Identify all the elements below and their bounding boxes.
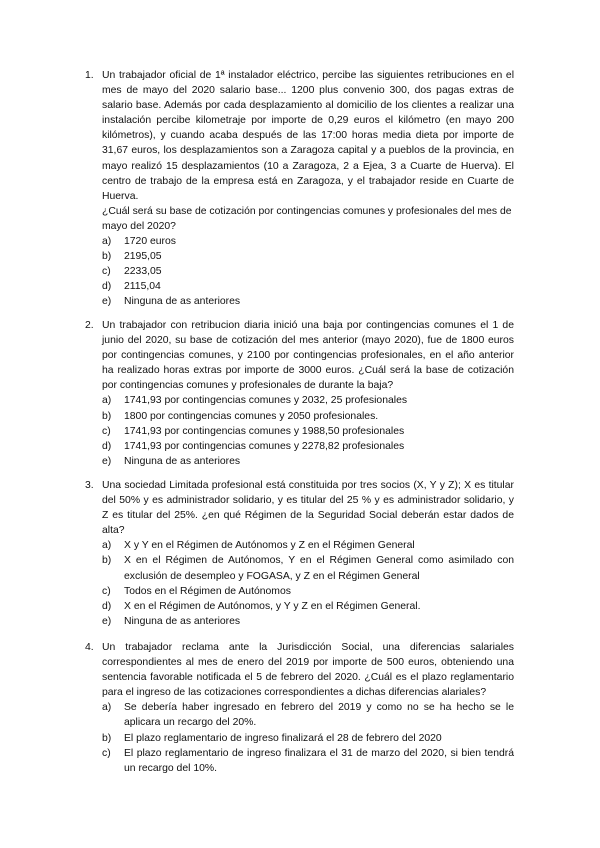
question-number: 3. — [85, 480, 94, 491]
option-letter: b) — [102, 410, 112, 422]
option-e — [102, 614, 514, 629]
question-number: 1. — [85, 70, 94, 81]
option-text: Ninguna de as anteriores — [124, 296, 241, 308]
option-letter: b) — [102, 251, 112, 263]
option-text: Todos en el Régimen de Autónomos — [124, 585, 291, 597]
option-text: 2115,04 — [124, 281, 161, 293]
option-c — [102, 424, 514, 439]
option-text: X en el Régimen de Autónomos, Y en el Régimen General como asimilado con exclusión de desempleo y FOGASA, y Z en el Régimen General — [124, 555, 514, 582]
option-a — [102, 538, 514, 553]
option-d — [102, 439, 514, 454]
option-a — [102, 234, 514, 249]
question-number: 4. — [85, 642, 94, 653]
option-a — [102, 700, 514, 730]
option-c — [102, 584, 514, 599]
option-letter: c) — [102, 585, 111, 597]
option-text: Se debería haber ingresado en febrero del 2019 y como no se ha hecho se le aplicara un recargo del 20%. — [124, 702, 514, 729]
option-a — [102, 393, 514, 408]
option-text: Ninguna de as anteriores — [124, 455, 241, 467]
option-text: 2233,05 — [124, 266, 162, 278]
question-statement: Un trabajador con retribucion diaria inició una baja por contingencias comunes el 1 de junio del 2020, su base de cotización del mes anterior (mayo 2020), fue de 1800 euros por contingencias comunes, y 2100 por contingencias profesionales, en el año anterior ha realizado horas extras por importe de 3000 euros. ¿Cuál será la base de cotización por contingencias comunes y profesionales de durante la baja? — [102, 320, 514, 392]
answer-options — [102, 538, 514, 629]
question-4 — [85, 640, 514, 776]
option-d — [102, 279, 514, 294]
question-statement: Un trabajador oficial de 1ª instalador eléctrico, percibe las siguientes retribuciones en el mes de mayo del 2020 salario base... 1200 plus convenio 300, dos pagas extras de salario base. Además por cada desplazamiento al domicilio de los clientes a realizar una instalación percibe kilometraje por importe de 0,29 euros el kilómetro (en mayo 200 kilómetros), y cuando acaba después de las 17:00 horas media dieta por importe de 31,67 euros, los desplazamientos son a Zaragoza capital y a pueblos de la provincia, en mayo realizó 15 desplazamientos (10 a Zaragoza, 2 a Ejea, 3 a Cuarte de Huerva). El centro de trabajo de la empresa está en Zaragoza, y el trabajador reside en Cuarte de Huerva. — [102, 70, 514, 202]
answer-options — [102, 700, 514, 775]
option-b — [102, 249, 514, 264]
option-b — [102, 553, 514, 583]
option-letter: c) — [102, 425, 111, 437]
option-letter: c) — [102, 266, 111, 278]
option-text: Ninguna de as anteriores — [124, 615, 241, 627]
option-letter: b) — [102, 732, 112, 744]
option-letter: e) — [102, 296, 112, 308]
option-text: 1741,93 por contingencias comunes y 2032, 25 profesionales — [124, 395, 408, 407]
question-statement: Una sociedad Limitada profesional está constituida por tres socios (X, Y y Z); X es titular del 50% y es administrador solidario, y es titular del 25 % y es administrador solidario, y Z es titular del 25%. ¿en qué Régimen de la Seguridad Social deberán estar dados de alta? — [102, 480, 514, 537]
option-letter: a) — [102, 395, 112, 407]
option-text: X y Y en el Régimen de Autónomos y Z en el Régimen General — [124, 540, 415, 552]
option-text: X en el Régimen de Autónomos, y Y y Z en el Régimen General. — [124, 600, 421, 612]
option-text: El plazo reglamentario de ingreso finalizará el 28 de febrero del 2020 — [124, 732, 442, 744]
option-e — [102, 294, 514, 309]
option-letter: e) — [102, 455, 112, 467]
option-text: 1800 por contingencias comunes y 2050 profesionales. — [124, 410, 379, 422]
option-letter: a) — [102, 702, 112, 714]
question-statement: Un trabajador reclama ante la Jurisdicción Social, una diferencias salariales correspondientes al mes de enero del 2019 por importe de 500 euros, obteniendo una sentencia favorable notificada el 5 de febrero del 2020. ¿Cuál es el plazo reglamentario para el ingreso de las cotizaciones correspondientes a dichas diferencias alariales? — [102, 642, 514, 699]
option-e — [102, 454, 514, 469]
option-text: 2195,05 — [124, 251, 162, 263]
option-letter: b) — [102, 555, 112, 567]
answer-options — [102, 234, 514, 309]
question-prompt: ¿Cuál será su base de cotización por contingencias comunes y profesionales del mes de mayo del 2020? — [102, 205, 512, 232]
option-letter: d) — [102, 440, 112, 452]
option-text: El plazo reglamentario de ingreso finalizara el 31 de marzo del 2020, si bien tendrá un recargo del 10%. — [124, 747, 514, 774]
option-letter: d) — [102, 600, 112, 612]
option-letter: a) — [102, 236, 112, 248]
option-letter: c) — [102, 747, 111, 759]
option-b — [102, 409, 514, 424]
option-letter: a) — [102, 540, 112, 552]
option-b — [102, 731, 514, 746]
question-1 — [85, 68, 514, 310]
option-c — [102, 746, 514, 776]
option-c — [102, 264, 514, 279]
option-text: 1720 euros — [124, 236, 176, 248]
option-letter: d) — [102, 281, 112, 293]
question-3 — [85, 478, 514, 629]
option-text: 1741,93 por contingencias comunes y 1988,50 profesionales — [124, 425, 405, 437]
question-number: 2. — [85, 320, 94, 331]
question-2 — [85, 318, 514, 469]
option-text: 1741,93 por contingencias comunes y 2278,82 profesionales — [124, 440, 405, 452]
answer-options — [102, 393, 514, 468]
option-letter: e) — [102, 615, 112, 627]
option-d — [102, 599, 514, 614]
